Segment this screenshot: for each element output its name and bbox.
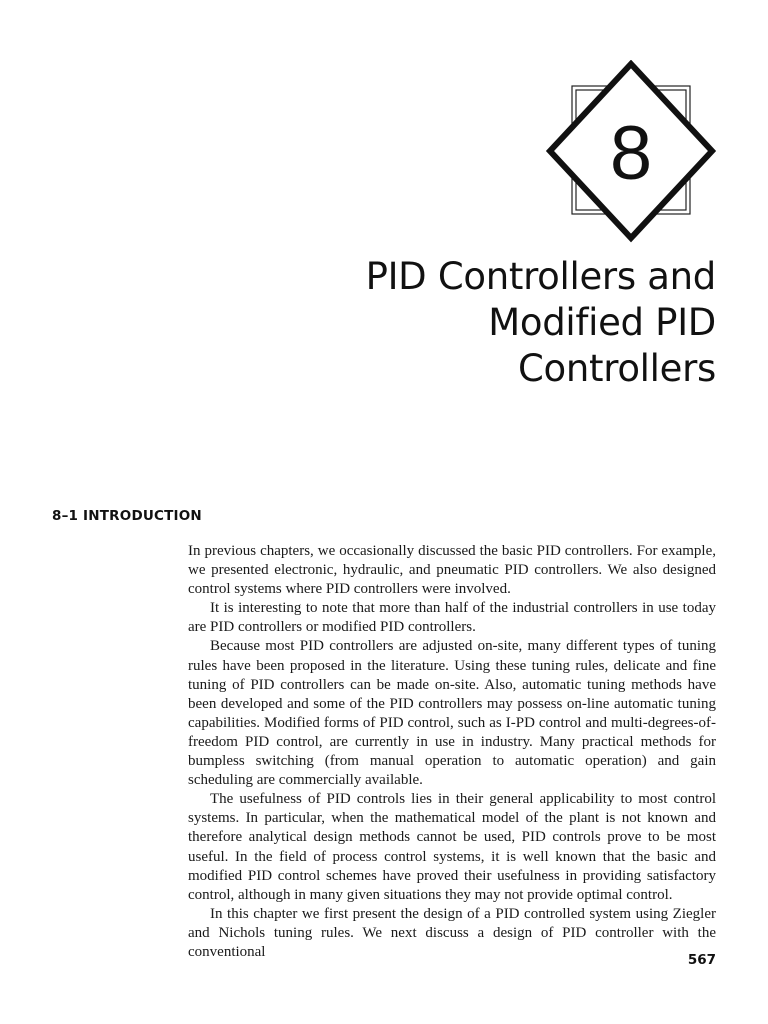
section-heading: 8–1 INTRODUCTION [52,508,202,524]
paragraph: The usefulness of PID controls lies in their general applicability to most control systems. In particular, when the mathematical model of the plant is not known and therefore analytical design methods cannot be used, PID controls prove to be most useful. In the field of process control systems, it is well known that the basic and modified PID control schemes have proved their usefulness in providing satisfactory control, although in many given situations they may not provide optimal control. [188,791,716,903]
body-text [188,542,716,962]
chapter-title-line: PID Controllers and [365,255,716,298]
paragraph: It is interesting to note that more than half of the industrial controllers in use today are PID controllers or modified PID controllers. [188,600,716,636]
chapter-number: 8 [609,111,653,196]
chapter-title-line: Controllers [518,347,716,390]
chapter-title-line: Modified PID [488,301,716,344]
paragraph: In previous chapters, we occasionally discussed the basic PID controllers. For example, we presented electronic, hydraulic, and pneumatic PID controllers. We also designed control systems where PID controllers were involved. [188,543,716,598]
chapter-title [296,254,716,392]
page-number: 567 [687,952,716,968]
paragraph: In this chapter we first present the design of a PID controlled system using Ziegler and Nichols tuning rules. We next discuss a design of PID controller with the conventional [188,905,716,960]
paragraph: Because most PID controllers are adjusted on-site, many different types of tuning rules have been proposed in the literature. Using these tuning rules, delicate and fine tuning of PID controllers can be made on-site. Also, automatic tuning methods have been developed and some of the PID controllers may possess on-line automatic tuning capabilities. Modified forms of PID control, such as I-PD control and multi-degrees-of-freedom PID control, are currently in use in industry. Many practical methods for bumpless switching (from manual operation to automatic operation) and gain scheduling are commercially available. [188,638,716,789]
